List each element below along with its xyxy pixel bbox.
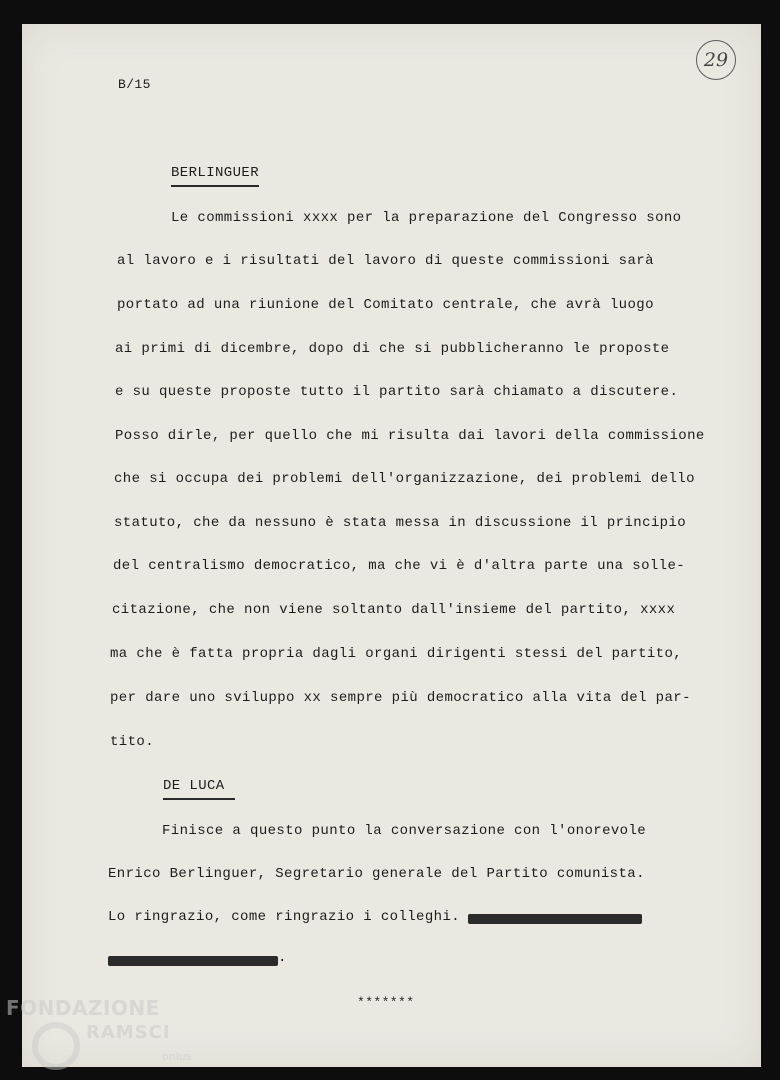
speaker-name: BERLINGUER <box>171 165 260 181</box>
watermark-line1: FONDAZIONE <box>6 996 160 1020</box>
end-marker: ******* <box>357 995 415 1010</box>
watermark-line2: RAMSCI <box>86 1022 171 1043</box>
text-line: che si occupa dei problemi dell'organizzazione, dei problemi dello <box>114 471 695 487</box>
page-number: 29 <box>696 40 736 80</box>
redaction-mark <box>108 956 278 966</box>
underline <box>163 798 235 800</box>
speaker-heading-de-luca <box>163 778 235 800</box>
redaction-mark <box>468 914 642 924</box>
text-line: Finisce a questo punto la conversazione con l'onorevole <box>162 823 647 839</box>
text-line: per dare uno sviluppo xx sempre più democratico alla vita del par- <box>110 690 691 706</box>
text-line: Lo ringrazio, come ringrazio i colleghi. <box>108 909 461 925</box>
underline <box>171 185 259 187</box>
text-line: Posso dirle, per quello che mi risulta dai lavori della commissione <box>115 428 705 444</box>
archive-reference: B/15 <box>118 77 151 92</box>
speaker-name: DE LUCA <box>163 778 225 794</box>
watermark-suffix: onlus <box>162 1050 192 1063</box>
text-line: ma che è fatta propria dagli organi dirigenti stessi del partito, <box>110 646 683 662</box>
text-line: ai primi di dicembre, dopo di che si pubblicheranno le proposte <box>115 341 670 357</box>
text-line: statuto, che da nessuno è stata messa in discussione il principio <box>114 515 687 531</box>
text-line: Le commissioni xxxx per la preparazione del Congresso sono <box>171 210 682 226</box>
text-line: del centralismo democratico, ma che vi è d'altra parte una solle- <box>113 558 686 574</box>
text-line: . <box>278 950 287 966</box>
text-line: e su queste proposte tutto il partito sarà chiamato a discutere. <box>115 384 679 400</box>
text-line: Enrico Berlinguer, Segretario generale del Partito comunista. <box>108 866 645 882</box>
fondazione-gramsci-watermark <box>2 992 202 1080</box>
text-line: citazione, che non viene soltanto dall'insieme del partito, xxxx <box>112 602 676 618</box>
typewritten-page <box>22 24 761 1067</box>
text-line: al lavoro e i risultati del lavoro di queste commissioni sarà <box>117 253 654 269</box>
text-line: portato ad una riunione del Comitato centrale, che avrà luogo <box>117 297 654 313</box>
speaker-heading-berlinguer <box>171 165 259 187</box>
text-line: tito. <box>110 734 155 750</box>
watermark-g-logo-icon <box>32 1022 80 1070</box>
